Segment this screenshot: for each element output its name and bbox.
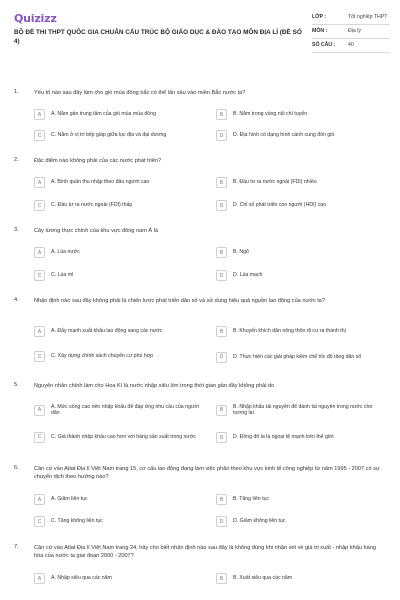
option-label: A. Lúa nước xyxy=(51,249,80,256)
option-label: B. Nhập khẩu tài nguyên để dành tài nguyên trong nước cho tương lai xyxy=(233,403,373,416)
option-c[interactable] xyxy=(34,269,204,282)
subject-value: Địa lý xyxy=(348,28,361,34)
option-label: D. Địa hình có dạng hình cánh cung đón gió xyxy=(233,132,335,139)
option-c[interactable] xyxy=(34,429,204,445)
option-label: C. Lúa mì xyxy=(51,272,74,279)
option-a[interactable] xyxy=(34,572,204,585)
worksheet-header xyxy=(14,11,386,69)
option-b[interactable] xyxy=(216,493,386,506)
question-text: Cây lương thực chính của khu vực đông nam Á là xyxy=(34,228,159,234)
option-letter-badge: B xyxy=(216,109,227,120)
class-value: Tốt nghiệp THPT xyxy=(348,14,388,20)
option-c[interactable] xyxy=(34,515,204,528)
question-number: 7. xyxy=(14,544,19,550)
option-letter-badge: A xyxy=(34,573,45,584)
option-c[interactable] xyxy=(34,199,204,212)
option-label: B. Xuất siêu qua các năm xyxy=(233,575,293,582)
option-label: A. Giảm liên tục xyxy=(51,496,88,503)
option-c[interactable] xyxy=(34,350,204,363)
option-letter-badge: B xyxy=(216,177,227,188)
option-d[interactable] xyxy=(216,431,386,444)
question-text: Đặc điểm nào không phải của các nước phát triển? xyxy=(34,158,162,164)
option-label: D. Chỉ số phát triển con người (HDI) cao xyxy=(233,202,327,209)
option-a[interactable] xyxy=(34,325,204,338)
option-label: C. Xây dựng chính sách chuyển cư phù hợp xyxy=(51,353,154,360)
option-b[interactable] xyxy=(216,246,386,259)
option-b[interactable] xyxy=(216,108,386,121)
option-letter-badge: C xyxy=(34,432,45,443)
option-a[interactable] xyxy=(34,246,204,259)
count-value: 40 xyxy=(348,42,354,48)
option-c[interactable] xyxy=(34,129,204,142)
option-label: A. Nằm gần trung tâm của gió mùa mùa đông xyxy=(51,111,156,118)
option-label: B. Tăng liên tục xyxy=(233,496,269,503)
option-letter-badge: B xyxy=(216,247,227,258)
option-letter-badge: D xyxy=(216,200,227,211)
question-text: Căn cứ vào Atlat Địa lí Việt Nam trang 24, hãy cho biết nhận định nào sau đây là không đúng khi nhận xét về giá trị xuất - nhập khẩu hàng hóa của nước ta giai đoạn 2000 - 2007? xyxy=(34,545,376,559)
option-label: A. Bình quân thu nhập theo đầu người cao xyxy=(51,179,150,186)
option-letter-badge: B xyxy=(216,326,227,337)
option-a[interactable] xyxy=(34,402,204,418)
option-letter-badge: C xyxy=(34,516,45,527)
meta-count-row xyxy=(312,39,390,53)
option-letter-badge: D xyxy=(216,432,227,443)
question-text: Yếu tố nào sau đây làm cho gió mùa đông bắc có thể lấn sâu vào miền Bắc nước ta? xyxy=(34,90,246,96)
option-label: C. Giá thành nhập khẩu cao hơn với hàng sản xuất trong nước xyxy=(51,433,196,440)
option-letter-badge: A xyxy=(34,405,45,416)
question-number: 3. xyxy=(14,227,19,233)
question-number: 5. xyxy=(14,382,19,388)
option-letter-badge: A xyxy=(34,109,45,120)
option-d[interactable] xyxy=(216,349,386,365)
question-number: 6. xyxy=(14,465,19,471)
option-label: D. Lúa mạch xyxy=(233,272,263,279)
option-letter-badge: A xyxy=(34,177,45,188)
option-letter-badge: C xyxy=(34,130,45,141)
option-label: A. Nhập siêu qua các năm xyxy=(51,575,112,582)
question-number: 4. xyxy=(14,297,19,303)
option-a[interactable] xyxy=(34,493,204,506)
question-text: Nhận định nào sau đây không phải là chiến lược phát triển dân số và sử dụng hiệu quả nguồn lao động của nước ta? xyxy=(34,298,326,304)
option-letter-badge: D xyxy=(216,352,227,363)
class-label: LỚP : xyxy=(312,14,327,20)
option-a[interactable] xyxy=(34,176,204,189)
option-label: D. Đồng đô la là ngoại tệ mạnh trên thế giới xyxy=(233,434,334,441)
option-b[interactable] xyxy=(216,572,386,585)
option-d[interactable] xyxy=(216,199,386,212)
option-a[interactable] xyxy=(34,108,204,121)
option-letter-badge: D xyxy=(216,130,227,141)
logo-text: Quizizz xyxy=(14,11,57,25)
option-letter-badge: A xyxy=(34,326,45,337)
option-letter-badge: C xyxy=(34,351,45,362)
worksheet-title: BỘ ĐỀ THI THPT QUỐC GIA CHUẨN CẤU TRÚC BỘ GIÁO DỤC & ĐÀO TẠO MÔN ĐỊA LÍ (ĐỀ SỐ 4) xyxy=(14,29,302,45)
option-b[interactable] xyxy=(216,176,386,189)
meta-class-row xyxy=(312,11,390,25)
question-text: Nguyên nhân chính làm cho Hoa Kì là nước nhập siêu lớn trong thời gian gần đây không phải do xyxy=(34,383,275,389)
option-letter-badge: C xyxy=(34,200,45,211)
option-letter-badge: B xyxy=(216,405,227,416)
option-letter-badge: B xyxy=(216,494,227,505)
option-d[interactable] xyxy=(216,129,386,142)
worksheet-meta xyxy=(312,11,390,53)
quizizz-logo xyxy=(14,11,57,25)
option-label: A. Mức sống cao nên nhập khẩu để đáp ứng nhu cầu của người dân xyxy=(51,403,199,416)
option-b[interactable] xyxy=(216,402,386,418)
option-letter-badge: D xyxy=(216,516,227,527)
subject-label: MÔN : xyxy=(312,28,328,34)
option-label: C. Tăng không liên tục xyxy=(51,518,103,525)
option-d[interactable] xyxy=(216,269,386,282)
option-letter-badge: C xyxy=(34,270,45,281)
option-label: B. Ngô xyxy=(233,249,249,256)
option-label: B. Nằm trong vùng nội chí tuyến xyxy=(233,111,308,118)
question-number: 2. xyxy=(14,157,19,163)
option-b[interactable] xyxy=(216,325,386,338)
option-letter-badge: A xyxy=(34,247,45,258)
option-label: C. Nằm ở vị trí tiếp giáp giữa lục địa và đại dương xyxy=(51,132,167,139)
question-text: Căn cứ vào Atlat Địa lí Việt Nam trang 15, cơ cấu lao động đang làm việc phân theo khu vực kinh tế công nghiệp từ năm 1995 - 2007 có sự chuyển dịch theo hướng nào? xyxy=(34,466,380,480)
option-letter-badge: A xyxy=(34,494,45,505)
option-label: B. Đầu tư ra nước ngoài (FDI) nhiều xyxy=(233,179,317,186)
option-d[interactable] xyxy=(216,515,386,528)
option-label: D. Giảm không liên tục xyxy=(233,518,286,525)
option-label: B. Khuyến khích dân nông thôn di cư ra thành thị xyxy=(233,328,346,335)
meta-subject-row xyxy=(312,25,390,39)
option-label: D. Thực hiện các giải pháp kiềm chế tốc độ tăng dân số xyxy=(233,353,362,360)
question-number: 1. xyxy=(14,89,19,95)
option-letter-badge: D xyxy=(216,270,227,281)
option-label: A. Đẩy mạnh xuất khẩu lao động sang các nước xyxy=(51,328,163,335)
count-label: SỐ CÂU : xyxy=(312,42,336,48)
option-letter-badge: B xyxy=(216,573,227,584)
option-label: C. Đầu tư ra nước ngoài (FDI) thấp xyxy=(51,202,133,209)
